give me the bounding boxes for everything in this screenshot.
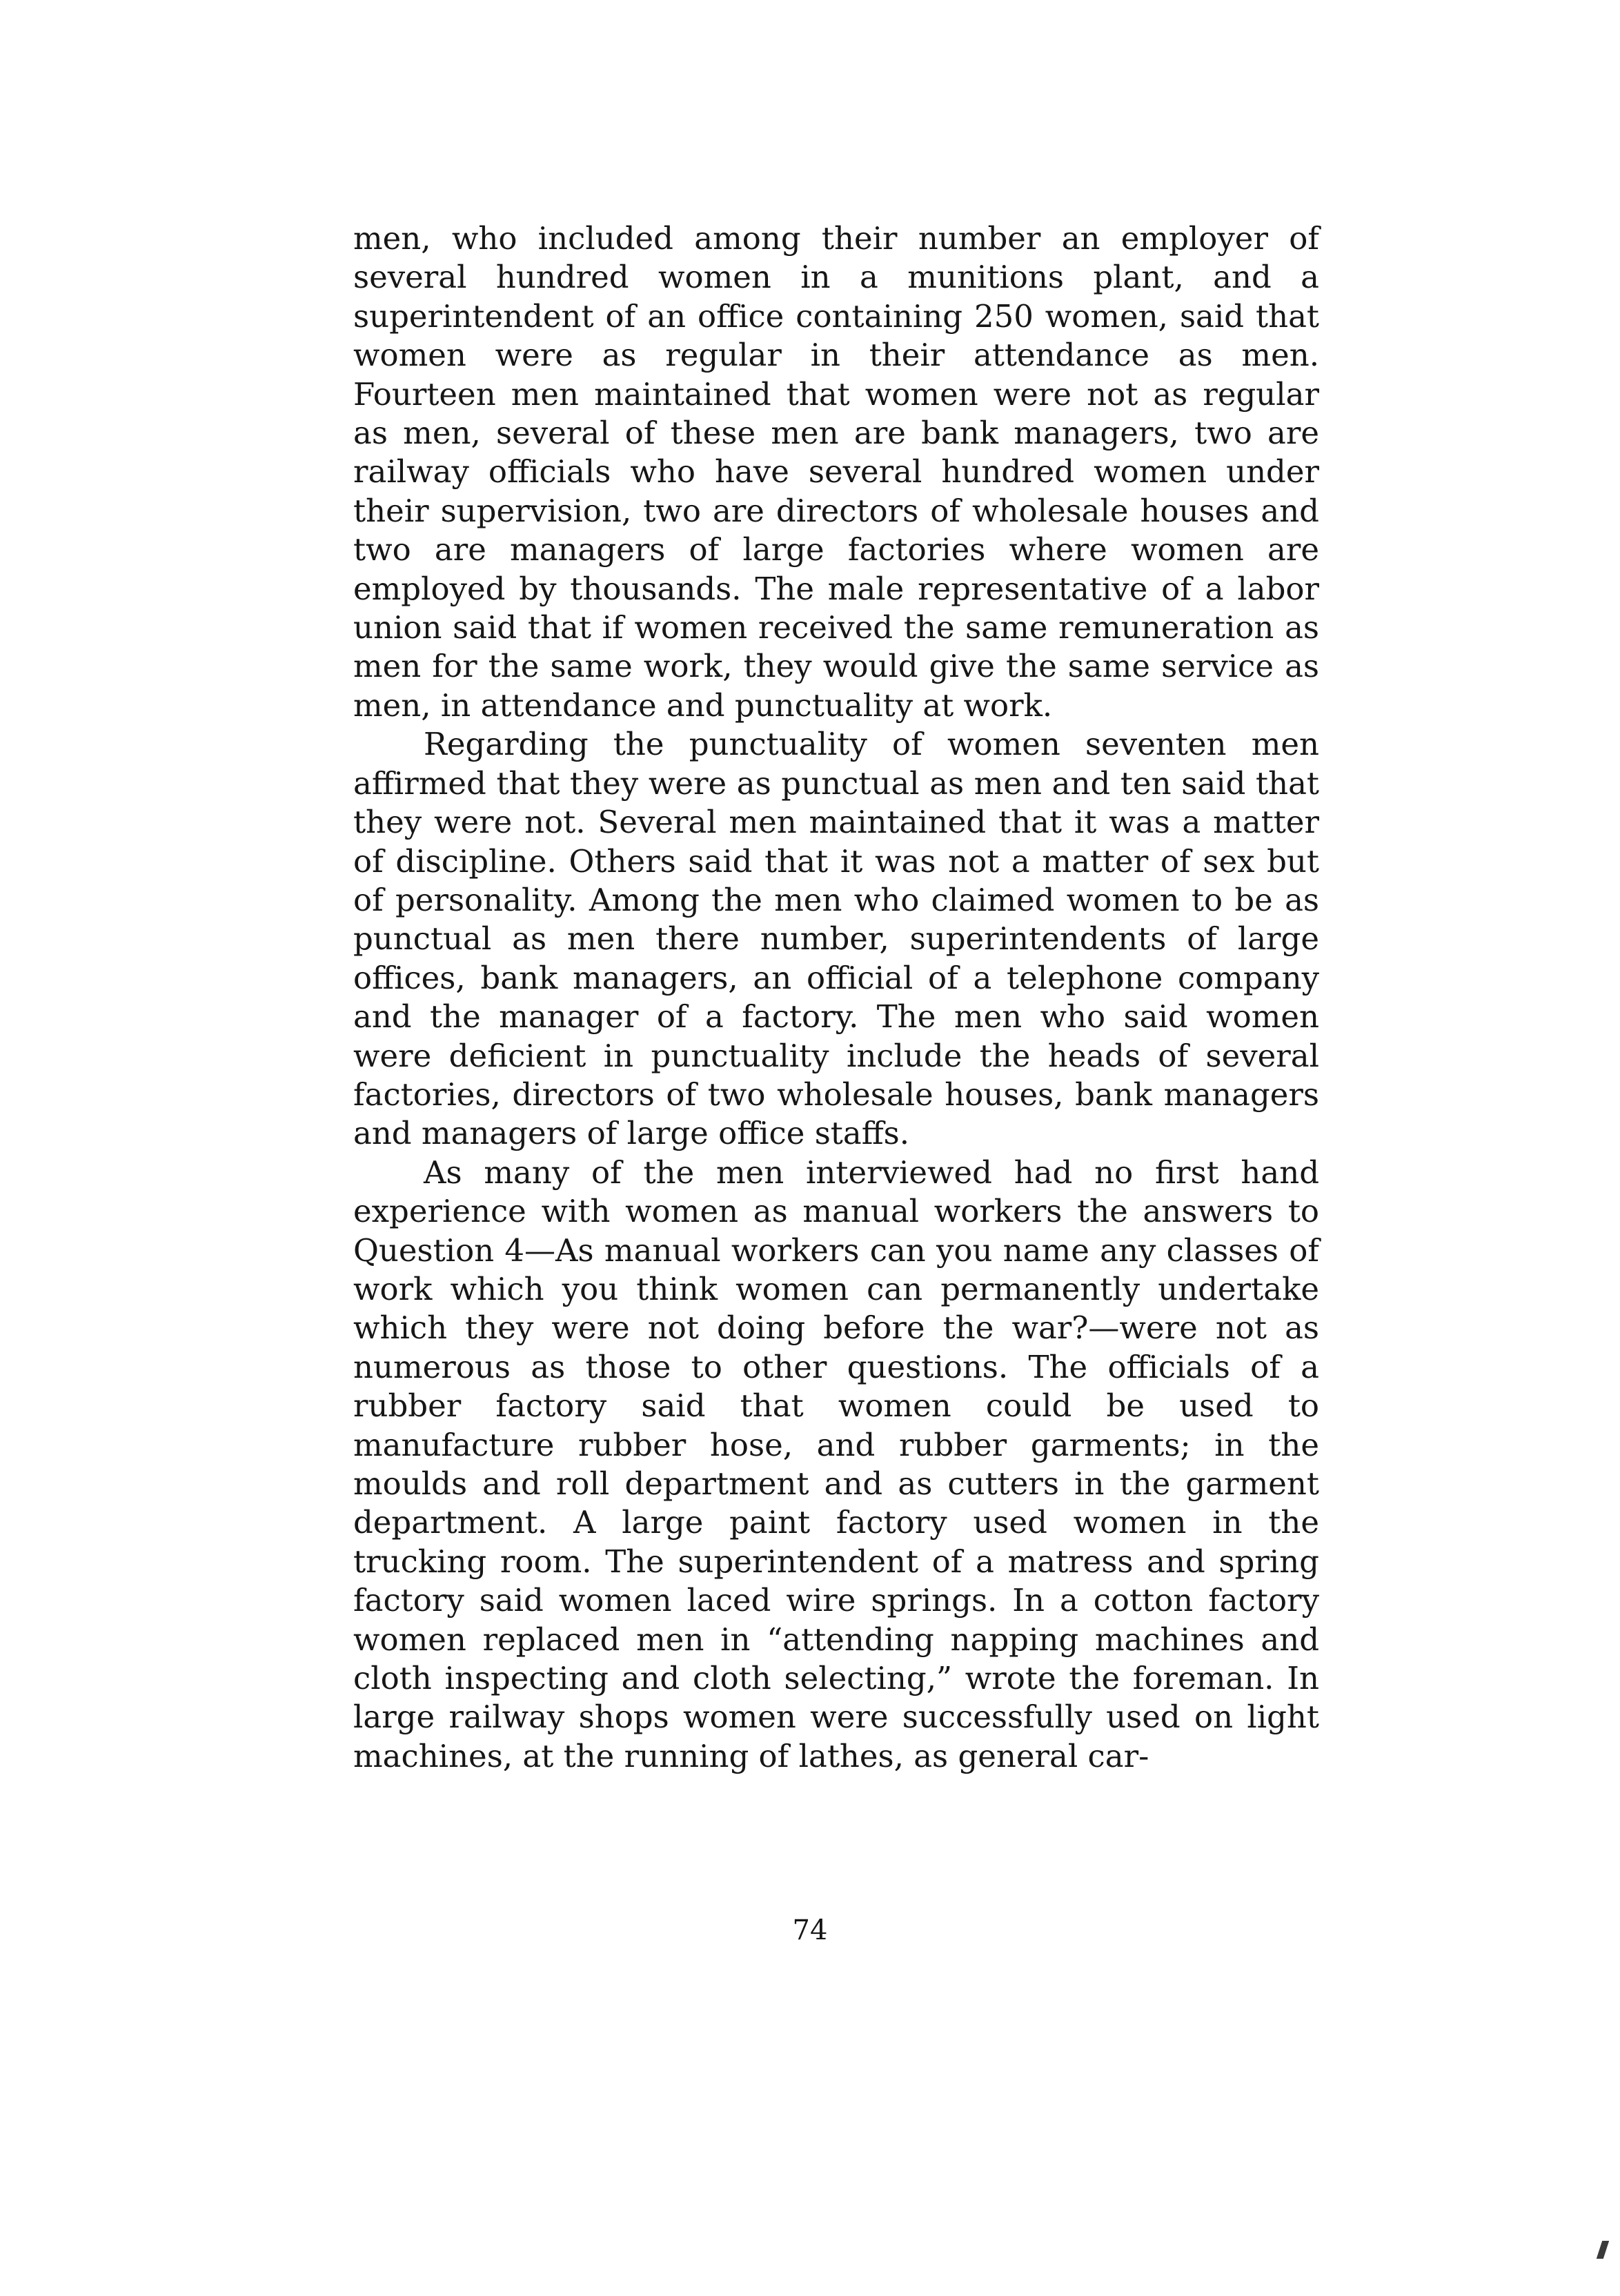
paragraph-2: Regarding the punctuality of women seventen men affirmed that they were as punctual as men and ten said that they were not. Several men maintained that it was a matter of discipline. Others said that it was not a matter of sex but of personality. Among the men who claimed women to be as punctual as men there number, superintendents of large offices, bank managers, an official of a telephone company and the manager of a factory. The men who said women were deficient in punctuality include the heads of several factories, directors of two wholesale houses, bank managers and managers of large office staffs.	[353, 726, 1319, 1152]
body-text	[353, 219, 1319, 1776]
page-number: 74	[792, 1914, 828, 1946]
paragraph-1: men, who included among their number an employer of several hundred women in a munitions plant, and a superintendent of an office containing 250 women, said that women were as regular in their attendance as men. Fourteen men maintained that women were not as regular as men, several of these men are bank managers, two are railway officials who have several hundred women under their supervision, two are directors of wholesale houses and two are managers of large factories where women are employed by thousands. The male representative of a labor union said that if women received the same remuneration as men for the same work, they would give the same service as men, in attendance and punctuality at work.	[353, 220, 1319, 724]
paragraph-3: As many of the men interviewed had no first hand experience with women as manual workers the answers to Question 4—As manual workers can you name any classes of work which you think women can permanently undertake which they were not doing before the war?—were not as numerous as those to other questions. The officials of a rubber factory said that women could be used to manufacture rubber hose, and rubber garments; in the moulds and roll department and as cutters in the garment department. A large paint factory used women in the trucking room. The superintendent of a matress and spring factory said women laced wire springs. In a cotton factory women replaced men in “attending napping machines and cloth inspecting and cloth selecting,” wrote the foreman. In large railway shops women were successfully used on light machines, at the running of lathes, as general car-	[353, 1154, 1319, 1774]
scan-edge-mark	[1597, 2241, 1609, 2259]
